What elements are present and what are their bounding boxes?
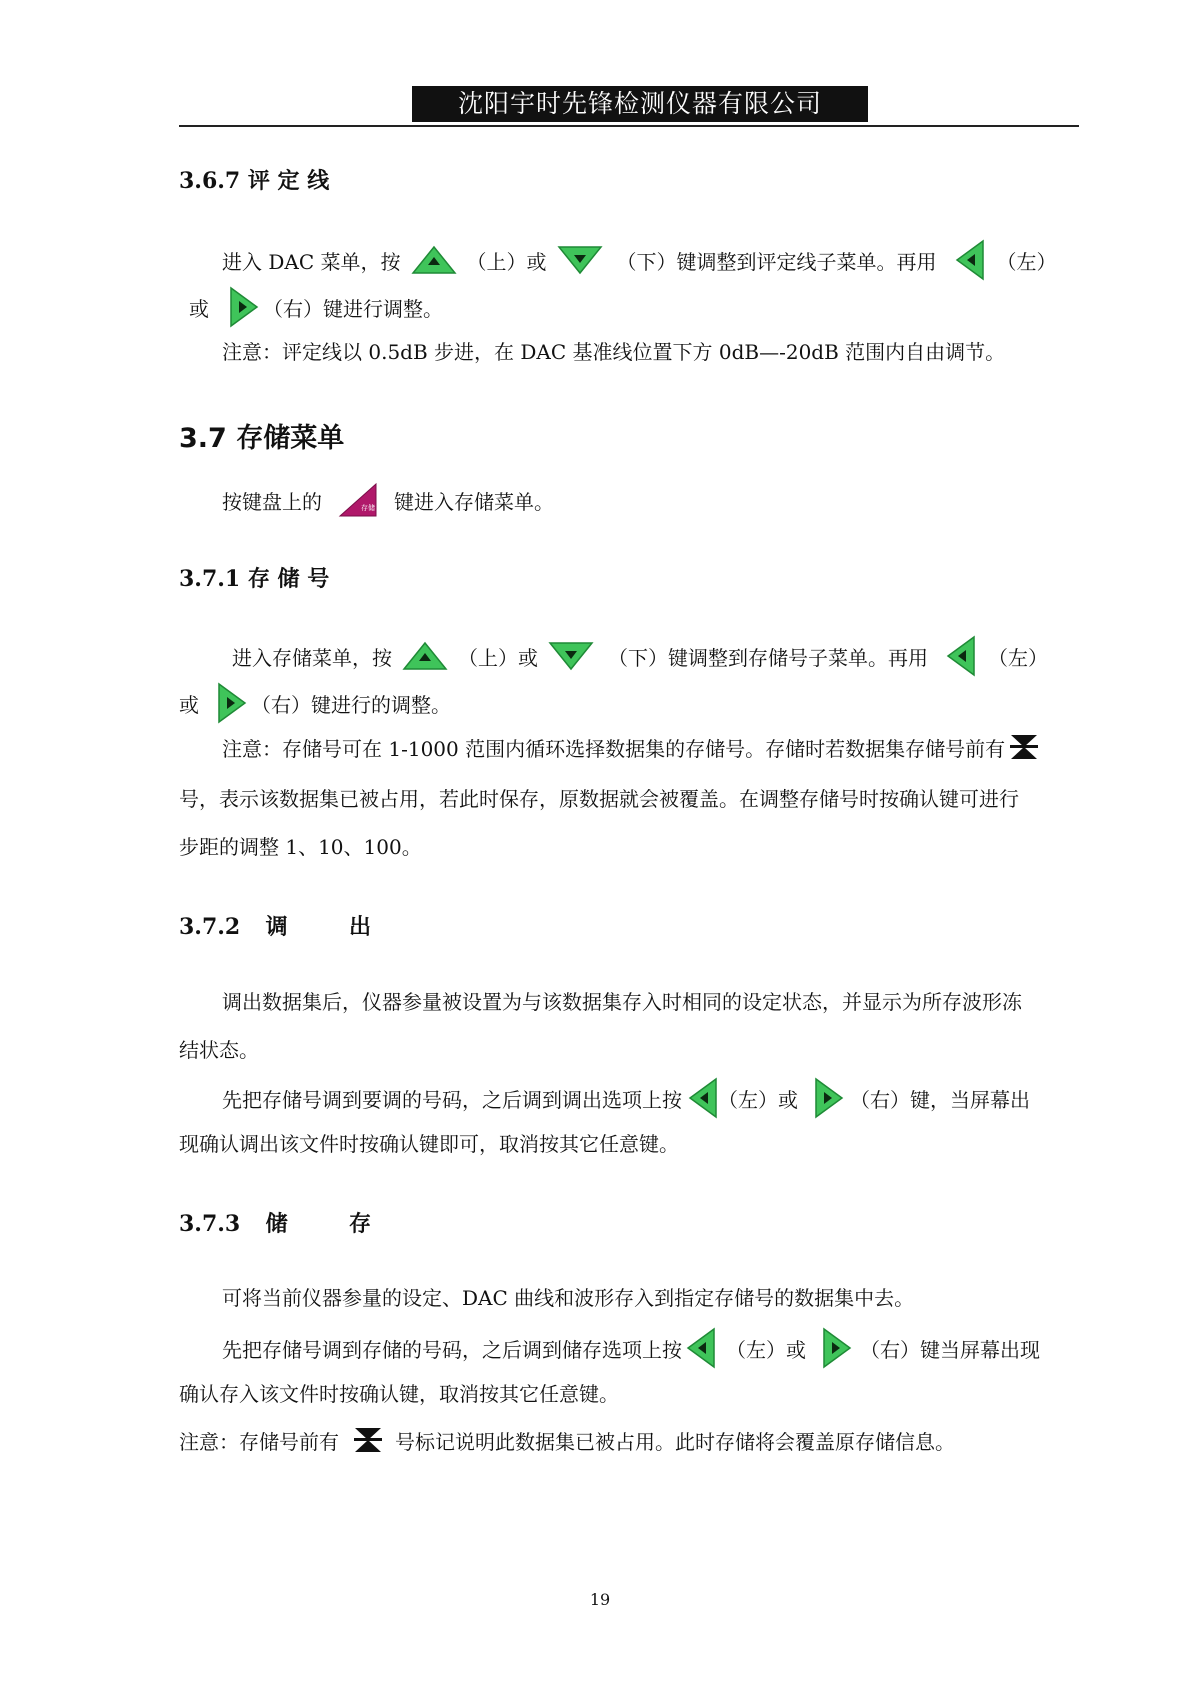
- text-span: （左）: [988, 645, 1048, 670]
- store-key-label: 存储: [361, 504, 375, 512]
- down-arrow-key-icon: [557, 245, 603, 275]
- title-num: 3.7.3: [179, 1211, 241, 1237]
- text-span: 进入存储菜单，按: [232, 645, 392, 670]
- right-arrow-key-icon: [822, 1327, 852, 1369]
- text-span: （下）键调整到评定线子菜单。再用: [616, 249, 937, 274]
- section-title-3-7-1: 3.7.1 存 储 号: [179, 566, 330, 592]
- left-arrow-key-icon: [686, 1327, 716, 1369]
- text-span: （上）或: [458, 645, 538, 670]
- sec373-para2-line2: 确认存入该文件时按确认键，取消按其它任意键。: [179, 1382, 619, 1406]
- text-span: 先把存储号调到要调的号码，之后调到调出选项上按: [222, 1087, 682, 1112]
- occupied-mark-icon: [353, 1426, 383, 1454]
- text-span: （右）键，当屏幕出: [850, 1087, 1030, 1112]
- sec371-note-line3: 步距的调整 1、10、100。: [179, 835, 422, 859]
- right-arrow-key-icon: [814, 1077, 844, 1119]
- sec371-note-line1: [222, 732, 1039, 762]
- text-span: 键进入存储菜单。: [394, 489, 554, 514]
- up-arrow-key-icon: [411, 245, 457, 275]
- left-arrow-key-icon: [688, 1077, 718, 1119]
- sec371-line1: [232, 636, 1048, 676]
- text-span: （上）或: [466, 249, 547, 274]
- text-span: （左）: [996, 249, 1057, 274]
- text-span: 先把存储号调到存储的号码，之后调到储存选项上按: [222, 1337, 682, 1362]
- text-span: （左）或: [726, 1337, 806, 1362]
- sec373-note: [179, 1424, 955, 1456]
- sec367-note: 注意：评定线以 0.5dB 步进，在 DAC 基准线位置下方 0dB—-20dB 范围内自由调节。: [222, 340, 1006, 364]
- occupied-mark-icon: [1009, 733, 1039, 761]
- sec372-para1-line1: 调出数据集后，仪器参量被设置为与该数据集存入时相同的设定状态，并显示为所存波形冻: [222, 990, 1022, 1014]
- text-span: （下）键调整到存储号子菜单。再用: [608, 645, 928, 670]
- text-span: 或: [189, 296, 209, 321]
- left-arrow-key-icon: [955, 239, 985, 281]
- title-num: 3.7.2: [179, 914, 241, 940]
- text-span: 注意：存储号前有: [179, 1429, 339, 1454]
- sec372-para2-line1: [222, 1076, 1030, 1120]
- header-company-banner: 沈阳宇时先锋检测仪器有限公司: [412, 86, 868, 122]
- sec367-line2: [189, 286, 443, 328]
- sec371-line2: [179, 682, 451, 724]
- section-title-3-7: 3.7 存储菜单: [179, 423, 345, 454]
- header-rule: [179, 125, 1079, 127]
- text-span: （右）键当屏幕出现: [860, 1337, 1040, 1362]
- sec372-para2-line2: 现确认调出该文件时按确认键即可，取消按其它任意键。: [179, 1132, 679, 1156]
- text-span: （右）键进行的调整。: [251, 692, 451, 717]
- text-span: （左）或: [718, 1087, 798, 1112]
- up-arrow-key-icon: [402, 641, 448, 671]
- title-char: 储: [265, 1211, 288, 1237]
- page-number: 19: [589, 1590, 611, 1609]
- section-title-3-7-2: [179, 910, 371, 941]
- right-arrow-key-icon: [217, 682, 247, 724]
- right-arrow-key-icon: [229, 286, 259, 328]
- sec373-para2-line1: [222, 1326, 1040, 1370]
- text-span: 号标记说明此数据集已被占用。此时存储将会覆盖原存储信息。: [395, 1429, 955, 1454]
- sec372-para1-line2: 结状态。: [179, 1038, 259, 1062]
- title-char: 存: [348, 1211, 371, 1237]
- section-title-3-6-7: 3.6.7 评 定 线: [179, 168, 330, 194]
- sec367-line1: [222, 240, 1057, 280]
- text-span: 注意：存储号可在 1-1000 范围内循环选择数据集的存储号。存储时若数据集存储号前有: [222, 736, 1006, 761]
- section-title-3-7-3: [179, 1207, 371, 1238]
- text-span: 按键盘上的: [222, 489, 322, 514]
- text-span: 或: [179, 692, 199, 717]
- title-char: 出: [348, 914, 371, 940]
- text-span: （右）键进行调整。: [263, 296, 443, 321]
- sec371-note-line2: 号，表示该数据集已被占用，若此时保存，原数据就会被覆盖。在调整存储号时按确认键可进行: [179, 787, 1019, 811]
- title-char: 调: [265, 914, 288, 940]
- sec373-para1: 可将当前仪器参量的设定、DAC 曲线和波形存入到指定存储号的数据集中去。: [222, 1286, 915, 1310]
- left-arrow-key-icon: [946, 635, 976, 677]
- store-key-icon: [338, 482, 378, 518]
- sec37-line: [222, 480, 554, 520]
- down-arrow-key-icon: [548, 641, 594, 671]
- text-span: 进入 DAC 菜单，按: [222, 249, 401, 274]
